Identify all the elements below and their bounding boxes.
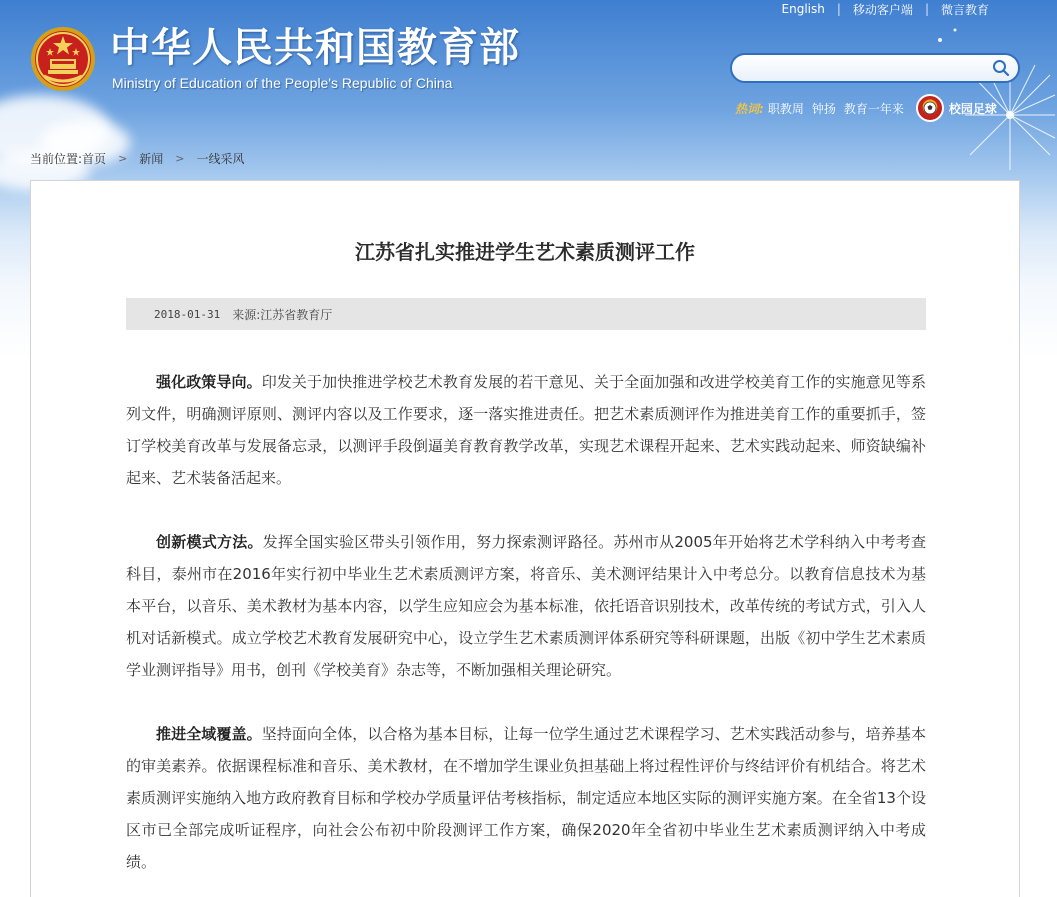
mobile-client-link[interactable]: 移动客户端 bbox=[852, 2, 913, 17]
chevron-right-icon: > bbox=[118, 152, 128, 165]
article-paragraph bbox=[126, 366, 926, 494]
article-body bbox=[126, 366, 926, 897]
article-paragraph bbox=[126, 718, 926, 878]
divider: | bbox=[836, 2, 841, 16]
breadcrumb-home[interactable]: 首页 bbox=[82, 152, 107, 166]
hot-word-link[interactable]: 职教周 bbox=[767, 101, 804, 116]
paragraph-lead: 创新模式方法。 bbox=[156, 533, 263, 551]
hot-words bbox=[735, 94, 997, 122]
article-meta bbox=[126, 298, 926, 330]
search-button[interactable] bbox=[988, 55, 1014, 81]
football-badge-icon bbox=[916, 94, 944, 122]
ministry-title-en: Ministry of Education of the People's Republic of China bbox=[112, 75, 453, 91]
article-source: 来源:江苏省教育厅 bbox=[232, 307, 333, 322]
chevron-right-icon: > bbox=[175, 152, 185, 165]
paragraph-text: 坚持面向全体，以合格为基本目标，让每一位学生通过艺术课程学习、艺术实践活动参与，培养基本的审美素养。依据课程标准和音乐、美术教材，在不增加学生课业负担基础上将过程性评价与终结评价有机结合。将艺术素质测评实施纳入地方政府教育目标和学校办学质量评估考核指标，制定适应本地区实际的测评实施方案。在全省13个设区市已全部完成听证程序，向社会公布初中阶段测评工作方案，确保2020年全省初中毕业生艺术素质测评纳入中考成绩。 bbox=[126, 725, 926, 871]
campus-football-link[interactable] bbox=[916, 94, 997, 122]
paragraph-text: 发挥全国实验区带头引领作用，努力探索测评路径。苏州市从2005年开始将艺术学科纳入中考考查科目，泰州市在2016年实行初中毕业生艺术素质测评方案，将音乐、美术测评结果计入中考总分。以教育信息技术为基本平台，以音乐、美术教材为基本内容，以学生应知应会为基本标准，依托语音识别技术，改革传统的考试方式，引入人机对话新模式。成立学校艺术教育发展研究中心，设立学生艺术素质测评体系研究等科研课题，出版《初中学生艺术素质学业测评指导》用书，创刊《学校美育》杂志等，不断加强相关理论研究。 bbox=[126, 533, 926, 679]
divider: | bbox=[924, 2, 929, 16]
search-box bbox=[730, 53, 1020, 83]
hot-words-label: 热词: bbox=[735, 101, 764, 116]
breadcrumb-news[interactable]: 新闻 bbox=[139, 152, 164, 166]
article-container bbox=[30, 180, 1020, 897]
search-icon bbox=[992, 59, 1010, 77]
national-emblem-icon[interactable] bbox=[30, 26, 96, 92]
paragraph-lead: 推进全域覆盖。 bbox=[156, 725, 262, 743]
campus-football-label: 校园足球 bbox=[948, 101, 997, 116]
article-paragraph bbox=[126, 526, 926, 686]
breadcrumb-frontline[interactable]: 一线采风 bbox=[196, 152, 245, 166]
weiyan-education-link[interactable]: 微言教育 bbox=[940, 2, 989, 17]
search-input[interactable] bbox=[732, 55, 988, 81]
article-date: 2018-01-31 bbox=[154, 307, 221, 321]
breadcrumb-prefix: 当前位置: bbox=[30, 152, 83, 166]
football-icon bbox=[923, 101, 937, 115]
ministry-title-cn[interactable]: 中华人民共和国教育部 bbox=[110, 25, 520, 71]
english-link[interactable]: English bbox=[781, 2, 825, 16]
breadcrumb bbox=[30, 150, 245, 167]
hot-word-link[interactable]: 教育一年来 bbox=[843, 101, 904, 116]
top-links bbox=[770, 0, 1001, 18]
hot-word-link[interactable]: 钟扬 bbox=[811, 101, 836, 116]
paragraph-text: 印发关于加快推进学校艺术教育发展的若干意见、关于全面加强和改进学校美育工作的实施意见等系列文件，明确测评原则、测评内容以及工作要求，逐一落实推进责任。把艺术素质测评作为推进美育工作的重要抓手，签订学校美育改革与发展备忘录，以测评手段倒逼美育教育教学改革，实现艺术课程开起来、艺术实践动起来、师资缺编补起来、艺术装备活起来。 bbox=[126, 373, 926, 487]
article-title: 江苏省扎实推进学生艺术素质测评工作 bbox=[355, 240, 695, 264]
paragraph-lead: 强化政策导向。 bbox=[156, 373, 262, 391]
